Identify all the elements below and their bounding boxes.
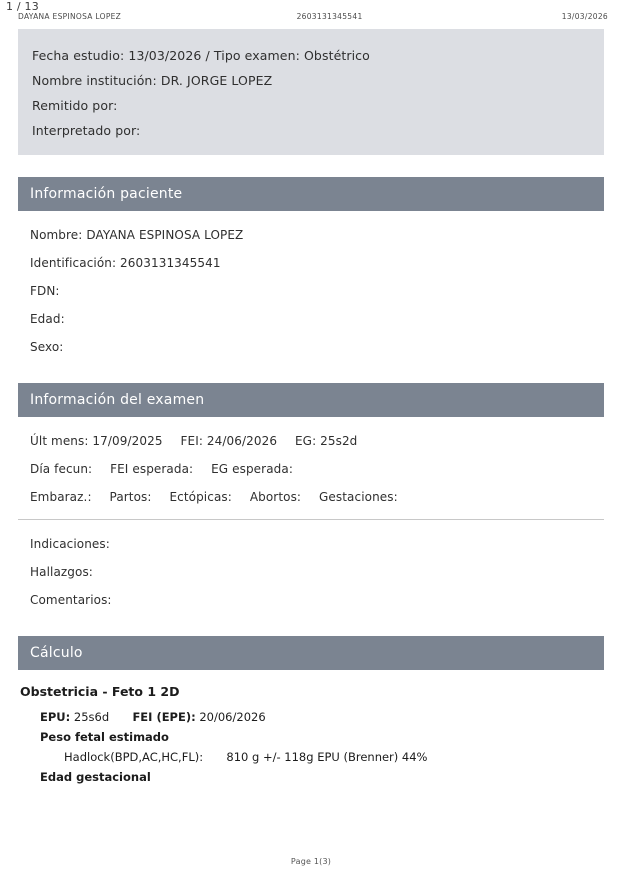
- partos-label: Partos:: [109, 490, 152, 504]
- header-patient-name: DAYANA ESPINOSA LOPEZ: [18, 12, 122, 21]
- exam-section-header: Información del examen: [18, 383, 604, 417]
- calculation-section-body: [18, 682, 604, 787]
- epu-label: EPU:: [40, 710, 71, 724]
- fei-value: FEI: 24/06/2026: [180, 434, 278, 448]
- estimated-weight-text: Peso fetal estimado: [40, 730, 169, 744]
- comments-row: Comentarios:: [30, 593, 112, 607]
- epu-row: [20, 707, 604, 727]
- calculation-section-header: Cálculo: [18, 636, 604, 670]
- patient-section-header: Información paciente: [18, 177, 604, 211]
- fei-epe-value: 20/06/2026: [199, 710, 266, 724]
- findings-row: Hallazgos:: [30, 565, 93, 579]
- epu-value: 25s6d: [73, 710, 110, 724]
- study-info-box: [18, 29, 604, 155]
- header-date: 13/03/2026: [561, 12, 608, 21]
- patient-fdn-row: FDN:: [30, 284, 60, 298]
- exam-dates-row: [30, 427, 604, 455]
- eg-esperada-label: EG esperada:: [211, 462, 293, 476]
- document-header: [0, 10, 622, 27]
- hadlock-row: [20, 747, 604, 767]
- study-date-line: Fecha estudio: 13/03/2026 / Tipo examen: Obstétrico: [32, 48, 370, 63]
- hadlock-value: 810 g +/- 118g EPU (Brenner) 44%: [226, 750, 428, 764]
- day-fecun-label: Día fecun:: [30, 462, 93, 476]
- gestaciones-label: Gestaciones:: [319, 490, 398, 504]
- exam-notes-body: [18, 526, 604, 614]
- abortos-label: Abortos:: [249, 490, 302, 504]
- interpreted-by-line: Interpretado por:: [32, 123, 141, 138]
- section-divider: [18, 519, 604, 520]
- exam-expected-row: [30, 455, 604, 483]
- estimated-weight-label: [20, 727, 604, 747]
- fei-esperada-label: FEI esperada:: [110, 462, 194, 476]
- gestational-age-label: [20, 767, 604, 787]
- patient-section-body: [18, 217, 604, 361]
- referred-by-line: Remitido por:: [32, 98, 118, 113]
- fei-epe-label: FEI (EPE):: [132, 710, 196, 724]
- patient-age-row: Edad:: [30, 312, 65, 326]
- eg-value: EG: 25s2d: [294, 434, 358, 448]
- exam-section-body: [18, 423, 604, 511]
- patient-sex-row: Sexo:: [30, 340, 64, 354]
- exam-obstetric-history-row: [30, 483, 604, 511]
- header-identification: 2603131345541: [296, 12, 363, 21]
- institution-line: Nombre institución: DR. JORGE LOPEZ: [32, 73, 273, 88]
- patient-name-row: Nombre: DAYANA ESPINOSA LOPEZ: [30, 228, 244, 242]
- page-indicator: 1 / 13: [6, 0, 39, 13]
- calculation-subtitle: Obstetricia - Feto 1 2D: [20, 684, 180, 699]
- indications-row: Indicaciones:: [30, 537, 110, 551]
- embaraz-label: Embaraz.:: [30, 490, 92, 504]
- document-page: [0, 10, 622, 787]
- ectopicas-label: Ectópicas:: [169, 490, 232, 504]
- page-footer: Page 1(3): [290, 857, 332, 866]
- last-menses-value: Últ mens: 17/09/2025: [30, 434, 163, 448]
- gestational-age-text: Edad gestacional: [40, 770, 151, 784]
- patient-id-row: Identificación: 2603131345541: [30, 256, 221, 270]
- hadlock-label: Hadlock(BPD,AC,HC,FL):: [64, 750, 204, 764]
